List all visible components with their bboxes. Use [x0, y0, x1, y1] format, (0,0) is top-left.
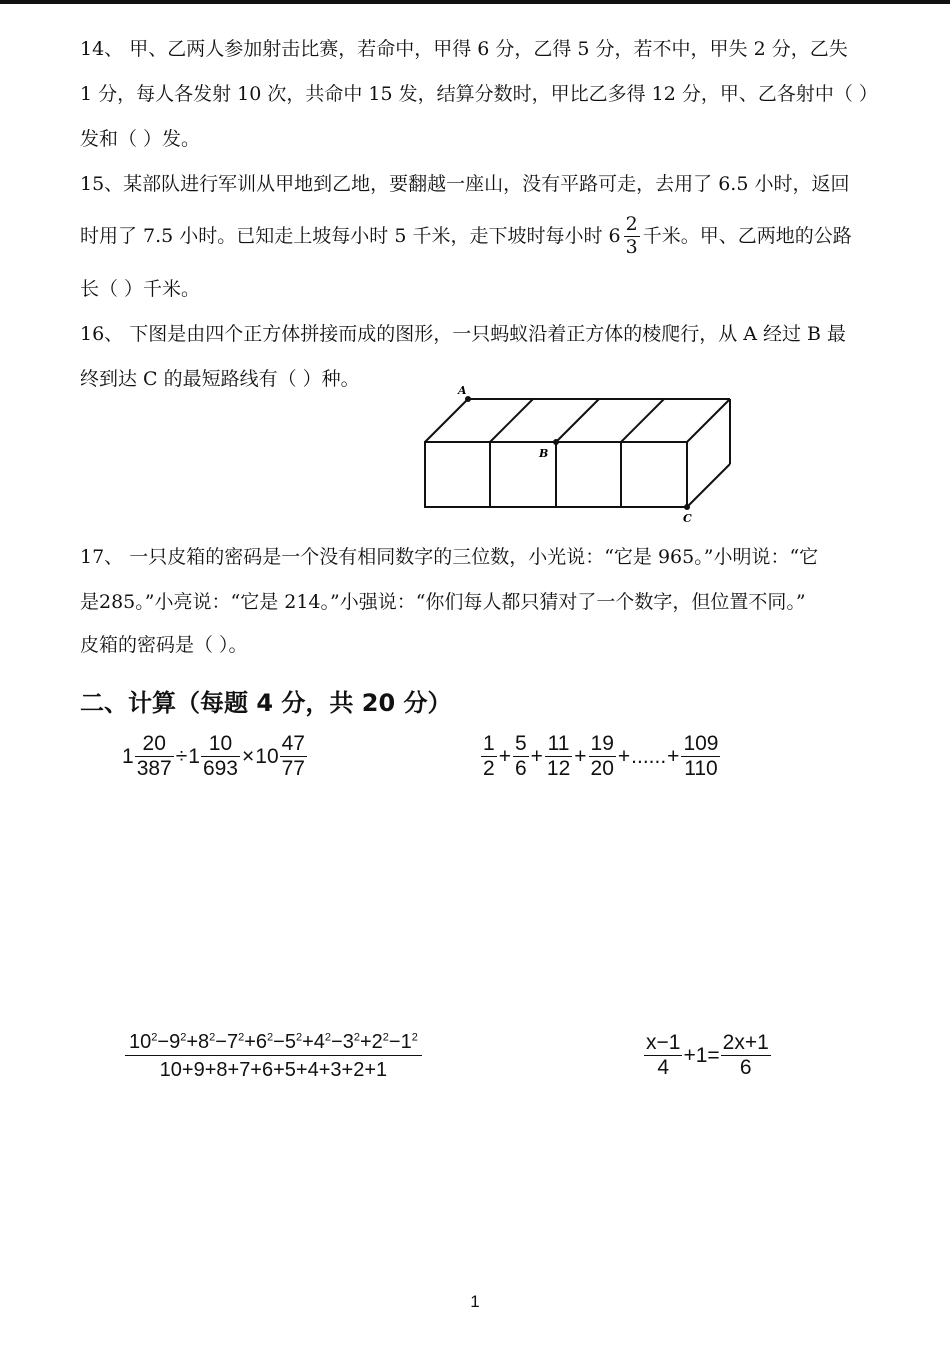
calc-2-expression: [480, 733, 721, 780]
top-border: [0, 0, 950, 4]
exponent: 2: [180, 1031, 187, 1044]
minus-sign: −: [388, 1031, 401, 1053]
calc-2-frac-3-num: 11: [545, 733, 572, 757]
calc-3-numerator: [125, 1032, 422, 1056]
calc-2-frac-last-den: 110: [684, 757, 718, 781]
calc-2-frac-2: [513, 733, 529, 780]
exponent: 2: [209, 1031, 216, 1044]
q15-fraction: [624, 215, 640, 258]
calc-2-frac-1: [481, 733, 497, 780]
minus-sign: −: [215, 1031, 227, 1053]
exponent: 2: [353, 1031, 360, 1044]
plus-sign: +: [574, 744, 587, 768]
q17-line-3: 皮箱的密码是（ ）。: [80, 634, 248, 656]
calc-1-frac-2-num: 10: [201, 733, 240, 757]
calc-2-frac-2-den: 6: [514, 757, 527, 781]
q14-line-2: 1 分，每人各发射 10 次，共命中 15 发，结算分数时，甲比乙多得 12 分，甲、乙各射中（ ）: [80, 83, 878, 105]
point-b: [553, 439, 559, 445]
squared-term: $7^2$: [226, 1031, 245, 1053]
squared-term: $9^2$: [169, 1031, 187, 1053]
calc-1-whole-3: 10: [255, 744, 279, 768]
exponent: 2: [411, 1031, 418, 1044]
squared-term: $10^2$: [129, 1031, 158, 1053]
calc-2-frac-1-num: 1: [481, 733, 497, 757]
exponent: 2: [151, 1031, 158, 1044]
calc-4-lhs-num: x−1: [644, 1032, 682, 1056]
calc-4-lhs-frac: [644, 1032, 682, 1079]
calc-4-rhs-num: 2x+1: [721, 1032, 771, 1056]
q15-line-2: [80, 215, 852, 258]
calc-1-frac-3-den: 77: [281, 757, 305, 781]
plus-sign: +: [186, 1031, 198, 1053]
q17-line-1: 17、 一只皮箱的密码是一个没有相同数字的三位数，小光说：“它是 965。”小明说：“它: [80, 546, 819, 568]
q17-line-2: 是285。”小亮说：“它是 214。”小强说：“你们每人都只猜对了一个数字，但位置不同。”: [80, 591, 806, 613]
label-c: C: [683, 512, 692, 525]
calc-1-whole-1: 1: [122, 744, 134, 768]
q14-line-3: 发和（ ）发。: [80, 128, 201, 150]
calc-3-denominator: 10+9+8+7+6+5+4+3+2+1: [159, 1059, 388, 1081]
q16-line-2: 终到达 C 的最短路线有（ ）种。: [80, 368, 360, 390]
calc-1-frac-1: [135, 733, 174, 780]
calc-4-rhs-frac: [721, 1032, 771, 1079]
exponent: 2: [238, 1031, 245, 1044]
q14-line-1: 14、 甲、乙两人参加射击比赛，若命中，甲得 6 分，乙得 5 分，若不中，甲失 2 分，乙失: [80, 38, 848, 60]
ellipsis: ......: [631, 744, 667, 768]
calc-2-frac-last-num: 109: [681, 733, 720, 757]
point-c: [684, 504, 690, 510]
calc-3-fraction: [125, 1032, 422, 1081]
squared-term: $8^2$: [198, 1031, 216, 1053]
calc-1-whole-2: 1: [188, 744, 200, 768]
plus-sign: +: [617, 744, 631, 768]
calc-1-frac-2-den: 693: [202, 757, 238, 781]
exponent: 2: [324, 1031, 331, 1044]
calc-2-frac-4: [589, 733, 616, 780]
calc-2-frac-3: [545, 733, 572, 780]
exponent: 2: [295, 1031, 303, 1044]
q15-line-3: 长（ ）千米。: [80, 278, 201, 300]
multiply-sign: ×: [242, 744, 255, 768]
plus-sign: +: [244, 1031, 256, 1053]
q15-line-2-tail: 千米。甲、乙两地的公路: [642, 224, 852, 247]
q15-frac-num: 2: [625, 213, 638, 235]
page-number: 1: [470, 1292, 480, 1311]
calc-2-frac-4-den: 20: [590, 757, 614, 781]
calc-2-frac-1-den: 2: [483, 757, 495, 781]
squared-term: $4^2$: [313, 1031, 331, 1053]
squared-term: $5^2$: [284, 1031, 303, 1053]
section-2-title: 二、计算（每题 4 分，共 20 分）: [80, 689, 452, 717]
calc-2-frac-3-den: 12: [546, 757, 571, 781]
plus-sign: +: [359, 1031, 372, 1053]
calc-1-frac-3-num: 47: [280, 733, 307, 757]
calc-4-rhs-den: 6: [739, 1056, 752, 1080]
calc-4-equation: [643, 1032, 772, 1079]
exponent: 2: [382, 1031, 389, 1044]
calc-4-plus-one-equals: +1=: [683, 1043, 720, 1067]
q15-line-2-text: 时用了 7.5 小时。已知走上坡每小时 5 千米，走下坡时每小时 6: [80, 224, 621, 247]
four-cubes-figure: [410, 380, 750, 530]
calc-2-frac-2-num: 5: [513, 733, 529, 757]
exponent: 2: [267, 1031, 274, 1044]
calc-1-frac-3: [280, 733, 307, 780]
minus-sign: −: [273, 1031, 285, 1053]
label-a: A: [458, 384, 467, 397]
plus-sign: +: [667, 744, 680, 768]
calc-1-expression: [122, 733, 308, 780]
calc-3-expression: [124, 1032, 423, 1081]
calc-4-lhs-den: 4: [657, 1056, 670, 1080]
divide-sign: ÷: [175, 744, 188, 768]
minus-sign: −: [157, 1031, 170, 1053]
plus-sign: +: [530, 744, 543, 768]
calc-1-frac-2: [201, 733, 240, 780]
squared-term: $6^2$: [255, 1031, 274, 1053]
calc-1-frac-1-den: 387: [136, 757, 172, 781]
q15-line-1: 15、某部队进行军训从甲地到乙地，要翻越一座山，没有平路可走，去用了 6.5 小时，返回: [80, 173, 850, 195]
calc-2-frac-last: [681, 733, 720, 780]
q16-line-1: 16、 下图是由四个正方体拼接而成的图形，一只蚂蚁沿着正方体的棱爬行，从 A 经过 B 最: [80, 323, 847, 345]
minus-sign: −: [331, 1031, 343, 1053]
squared-term: $3^2$: [342, 1031, 360, 1053]
calc-1-frac-1-num: 20: [135, 733, 174, 757]
plus-sign: +: [302, 1031, 314, 1053]
q15-frac-den: 3: [625, 235, 638, 258]
squared-term: $2^2$: [371, 1031, 389, 1053]
plus-sign: +: [498, 744, 511, 768]
calc-2-frac-4-num: 19: [589, 733, 616, 757]
label-b: B: [539, 447, 549, 460]
squared-term: $1^2$: [400, 1031, 418, 1053]
